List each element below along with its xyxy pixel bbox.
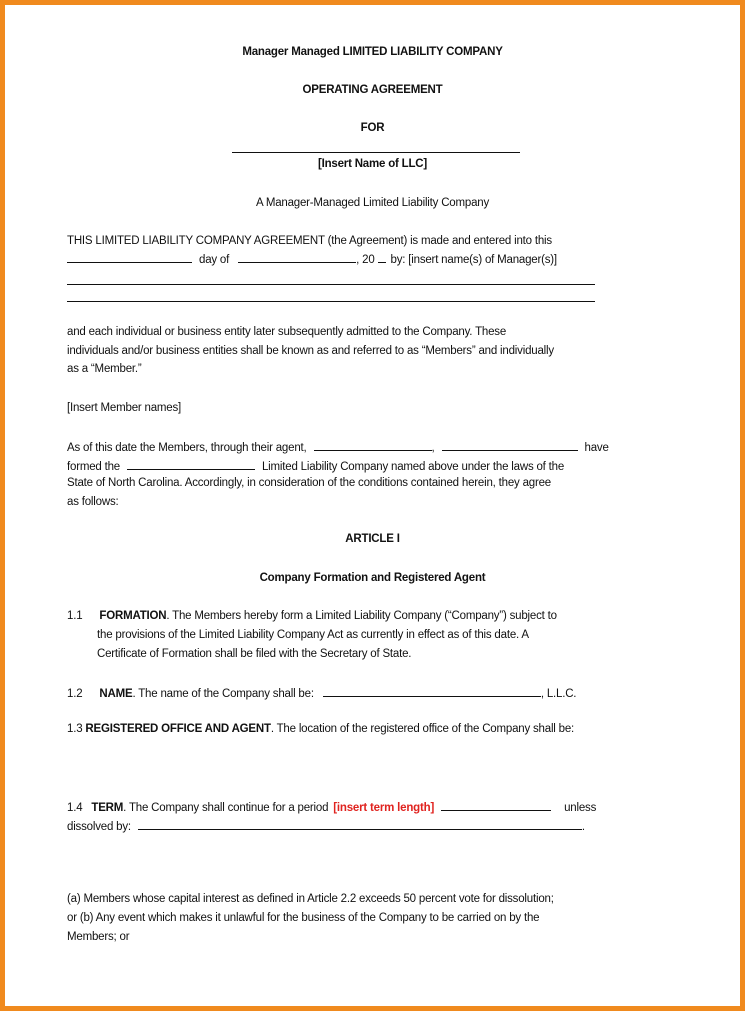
section-1-3 [67,723,574,735]
company-name-blank [127,458,255,470]
dissolved-period: . [581,821,585,833]
day-of-label: day of [199,254,230,266]
section-1-1-label: FORMATION [99,610,167,622]
year-prefix: , 20 [356,254,375,266]
llc-suffix: , L.L.C. [540,688,577,700]
day-blank [67,251,192,263]
doc-title-line2: OPERATING AGREEMENT [302,84,443,96]
dissolved-by-label: dissolved by: [67,821,131,833]
members-para-line1: and each individual or business entity later subsequently admitted to the Company. These [67,326,507,338]
unless-label: unless [564,802,597,814]
section-1-2 [67,685,576,700]
formed-para-line4: as follows: [67,496,119,508]
section-1-4-text: . The Company shall continue for a period [123,802,329,814]
llc-name-placeholder: [Insert Name of LLC] [317,158,428,170]
members-para-line3: as a “Member.” [67,363,142,375]
members-para-line2: individuals and/or business entities shall be known as and referred to as “Members” and individually [67,345,554,357]
member-names-placeholder: [Insert Member names] [67,402,182,414]
doc-subtitle: A Manager-Managed Limited Liability Company [255,197,490,209]
dissolved-by-blank [138,818,582,830]
section-1-1-text: . The Members hereby form a Limited Liability Company (“Company”) subject to [166,610,557,622]
final-para-line3: Members; or [67,931,130,943]
section-1-1-line2: the provisions of the Limited Liability Company Act as currently in effect as of this date. A [97,629,529,641]
section-1-3-label: REGISTERED OFFICE AND AGENT [85,723,271,735]
article-subheading: Company Formation and Registered Agent [259,572,486,584]
agent-blank-2 [442,439,578,451]
month-blank [238,251,356,263]
section-1-2-text: . The name of the Company shall be: [132,688,314,700]
section-1-2-number: 1.2 [67,688,83,700]
agent-blank-1 [314,439,432,451]
article-heading: ARTICLE I [345,533,400,545]
formed-para-line1 [67,439,609,454]
final-para-line2: or (b) Any event which makes it unlawful for the business of the Company to be carried on by the [67,912,540,924]
section-1-3-text: . The location of the registered office of the Company shall be: [270,723,575,735]
doc-title-line3: FOR [360,122,385,134]
section-1-1-line1 [67,610,557,622]
formed-para-line3: State of North Carolina. Accordingly, in consideration of the conditions contained herein, they agree [67,477,551,489]
agent-comma: , [431,442,435,454]
have-label: have [584,442,609,454]
section-1-4-label: TERM [91,802,124,814]
year-blank [378,251,386,263]
formed-the-label: formed the [67,461,120,473]
intro-line2 [67,251,557,266]
section-1-2-label: NAME [99,688,133,700]
term-length-blank [441,799,551,811]
intro-line1: THIS LIMITED LIABILITY COMPANY AGREEMENT (the Agreement) is made and entered into this [67,235,552,247]
section-1-1-number: 1.1 [67,610,83,622]
by-managers-label: by: [insert name(s) of Manager(s)] [390,254,557,266]
formed-para-line1-text: As of this date the Members, through their agent, [67,442,307,454]
company-name-field-blank [323,685,541,697]
section-1-4-number: 1.4 [67,802,83,814]
manager-name-line-1 [67,284,595,285]
term-length-placeholder: [insert term length] [333,802,435,814]
section-1-3-number: 1.3 [67,723,83,735]
formed-para-line2-text: Limited Liability Company named above under the laws of the [261,461,565,473]
section-1-1-line3: Certificate of Formation shall be filed with the Secretary of State. [97,648,412,660]
manager-name-line-2 [67,301,595,302]
section-1-4-line1 [67,799,596,814]
section-1-4-line2 [67,818,585,833]
formed-para-line2 [67,458,564,473]
final-para-line1: (a) Members whose capital interest as defined in Article 2.2 exceeds 50 percent vote for dissolution; [67,893,554,905]
llc-name-blank [232,152,520,153]
doc-title-line1: Manager Managed LIMITED LIABILITY COMPANY [242,46,503,58]
